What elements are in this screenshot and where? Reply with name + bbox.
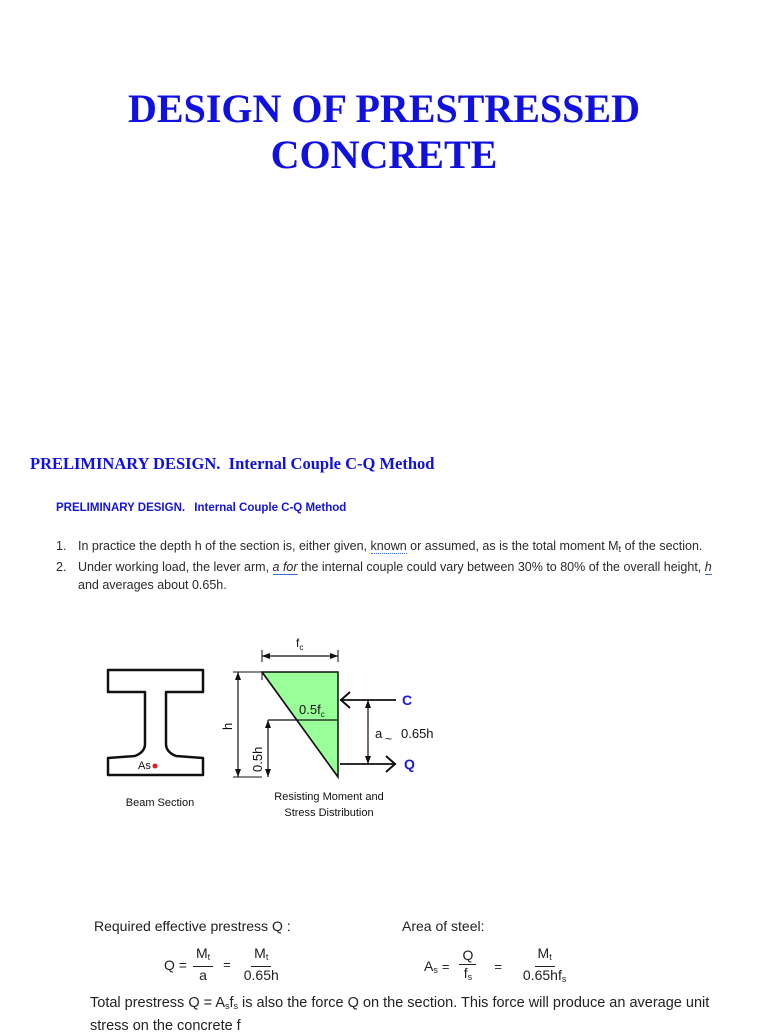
formula-lhs: Q = — [164, 956, 187, 973]
steel-dot — [153, 764, 158, 769]
arrow-down-icon — [265, 769, 271, 777]
equals-sign: = — [494, 959, 502, 974]
denominator: 0.65h — [243, 967, 279, 983]
denominator: 0.65hf — [522, 967, 562, 983]
denominator: f — [463, 965, 468, 981]
subscript: t — [549, 952, 552, 962]
numerator: Q — [459, 948, 476, 965]
list-item-number: 2. — [56, 560, 67, 574]
spellcheck-underline: known — [370, 539, 407, 553]
sub-heading-prefix: PRELIMINARY DESIGN. — [56, 502, 186, 514]
arrow-up-icon — [265, 720, 271, 728]
section-heading-prefix: PRELIMINARY DESIGN. — [30, 454, 221, 473]
sub-heading-method: Internal Couple C-Q Method — [194, 502, 347, 514]
subscript: s — [225, 1001, 230, 1011]
equals-sign: = — [441, 959, 450, 974]
q-force-label: Q — [404, 756, 415, 772]
list-item-text: Under working load, the lever arm, — [78, 560, 273, 574]
arrow-up-icon — [365, 700, 371, 708]
beam-section-caption: Beam Section — [125, 797, 195, 809]
section-heading — [30, 454, 434, 474]
half-height-label: 0.5h — [250, 746, 265, 772]
numbered-list — [56, 537, 716, 594]
title-line-1: DESIGN OF PRESTRESSED — [128, 86, 640, 131]
grammar-underline: a for — [272, 560, 298, 574]
paragraph-text: is also the force Q on the section. This force will produce an average unit stress on the concrete f — [90, 995, 710, 1034]
half-stress-label: $0.5f_c$ — [299, 702, 325, 719]
sub-heading — [56, 502, 346, 514]
list-item-text: or assumed, as is the total moment M — [406, 539, 619, 553]
paragraph-text: Total prestress Q = A — [90, 995, 225, 1011]
subscript: s — [233, 1001, 239, 1011]
fraction — [193, 946, 213, 983]
resisting-caption-1: Resisting Moment and — [274, 791, 384, 803]
lever-arm-label: a — [375, 726, 383, 741]
prestress-label: Required effective prestress Q : — [94, 918, 291, 934]
steel-area-label: Area of steel: — [402, 918, 485, 934]
stress-label: $f_c$ — [296, 636, 304, 652]
list-item-text: In practice the depth h of the section is, either given, — [78, 539, 371, 553]
resisting-caption-2: Stress Distribution — [284, 807, 374, 819]
arrow-down-icon — [235, 769, 241, 777]
subscript: s — [467, 972, 473, 982]
list-item — [56, 537, 716, 558]
section-heading-method: Internal Couple C-Q Method — [228, 454, 435, 473]
steel-label: As — [138, 760, 151, 772]
body-paragraph — [90, 993, 730, 1036]
arrow-right-icon — [330, 653, 338, 659]
denominator: a — [199, 967, 207, 983]
subscript: s — [561, 974, 567, 984]
stress-diagram — [0, 620, 768, 830]
arrow-up-icon — [235, 672, 241, 680]
paragraph-text: f — [229, 995, 234, 1011]
fraction — [241, 946, 282, 983]
fraction — [520, 946, 569, 987]
list-item-number: 1. — [56, 539, 67, 553]
arrow-left-icon — [262, 653, 270, 659]
i-beam-shape — [108, 670, 203, 775]
list-item — [56, 558, 716, 594]
numerator: M — [537, 945, 550, 961]
approx-symbol: ~ — [385, 732, 393, 746]
list-item-text: and averages about 0.65h. — [78, 578, 227, 592]
equals-sign: = — [223, 957, 231, 972]
lever-arm-value: 0.65h — [401, 726, 434, 741]
fraction — [459, 948, 476, 985]
title-line-2: CONCRETE — [270, 132, 498, 177]
formula-lhs: $A_s$ — [424, 958, 438, 975]
steel-area-formula — [424, 946, 575, 987]
subscript: t — [265, 952, 269, 962]
numerator: M — [254, 945, 266, 961]
list-item-text: the internal couple could vary between 30% to 80% of the overall height, — [297, 560, 705, 574]
height-label: h — [220, 722, 235, 730]
page-title — [0, 86, 768, 178]
subscript: t — [618, 544, 622, 554]
list-item-text: of the section. — [621, 539, 703, 553]
numerator: M — [195, 945, 208, 961]
subscript: t — [207, 952, 211, 962]
arrow-down-icon — [365, 756, 371, 764]
c-force-label: C — [402, 692, 413, 708]
prestress-formula — [164, 946, 288, 983]
grammar-underline: h — [704, 560, 712, 574]
